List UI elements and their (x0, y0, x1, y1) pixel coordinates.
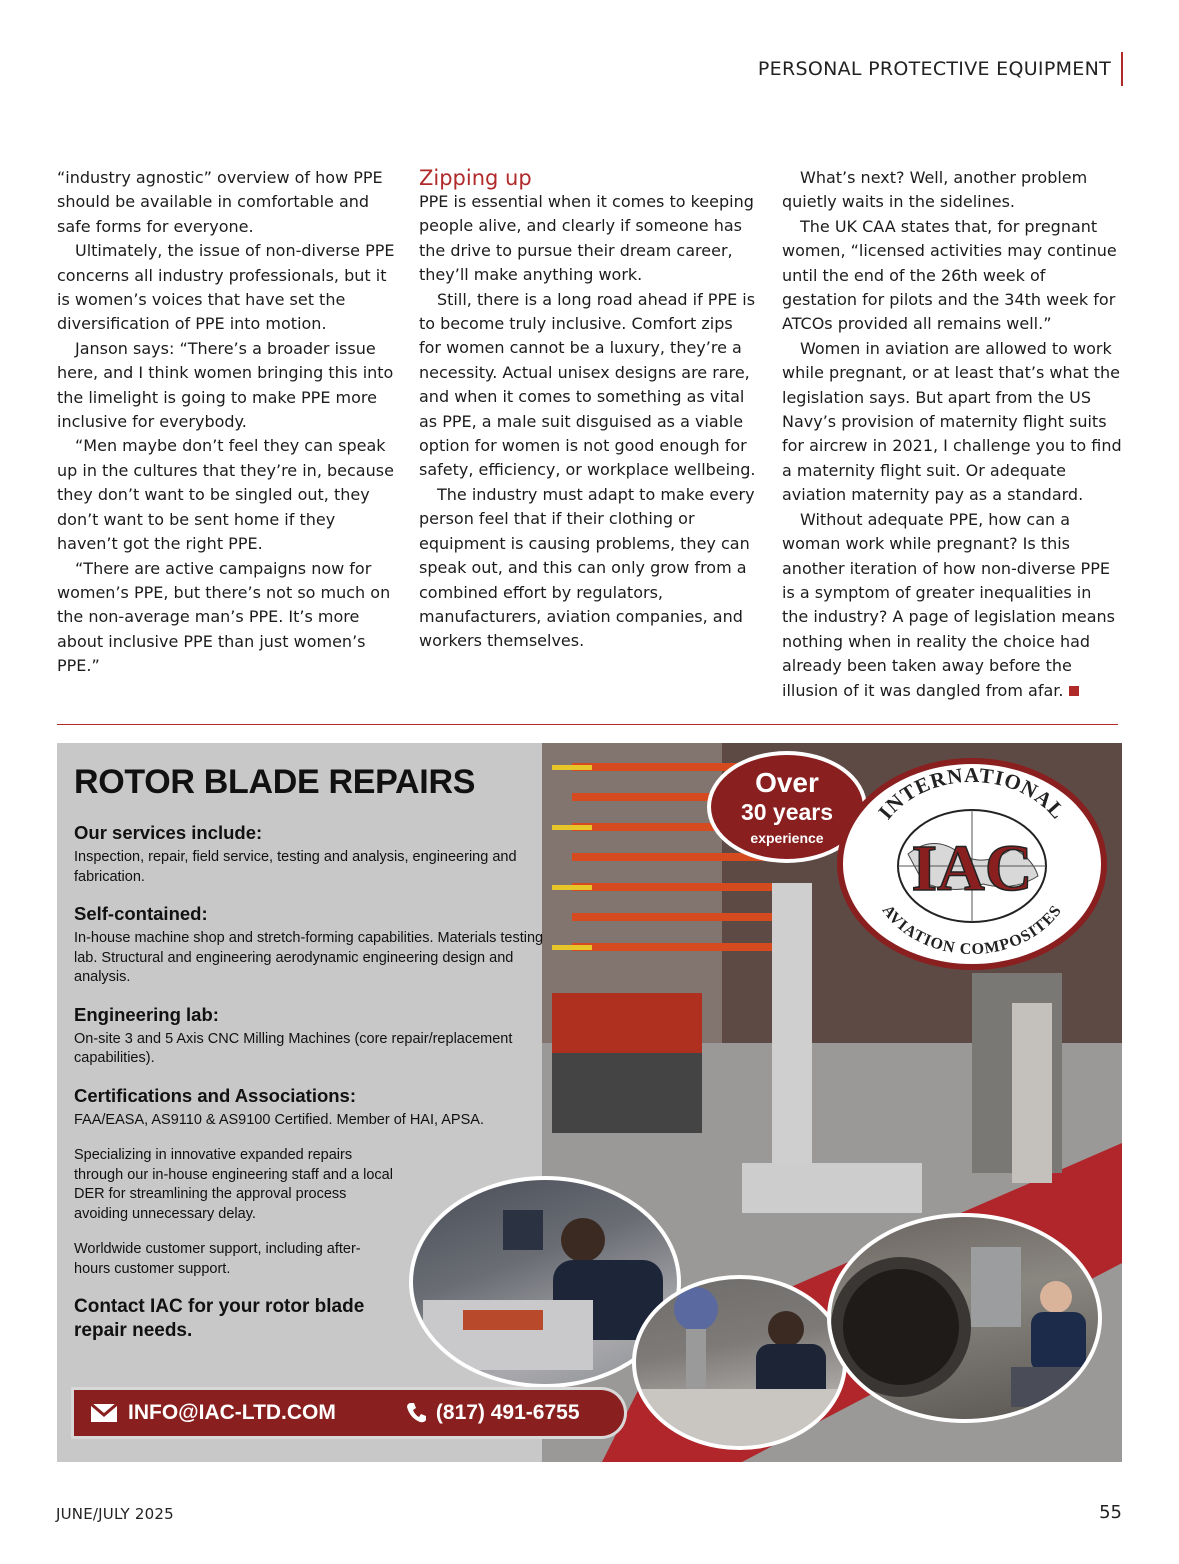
paragraph: “There are active campaigns now for women’s PPE, but there’s not so much on the non-average man’s PPE. It’s more about inclusive PPE than just women’s PPE.” (57, 558, 391, 676)
paragraph: Janson says: “There’s a broader issue here, and I think women bringing this into the limelight is going to make PPE more inclusive for everybody. (57, 338, 394, 432)
ad-heading: Certifications and Associations: (74, 1084, 357, 1106)
subheading: Zipping up (419, 166, 532, 190)
paragraph: The UK CAA states that, for pregnant women, “licensed activities may continue until the end of the 26th week of gestation for pilots and the 34th week for ATCOs provided all remains well.” (782, 216, 1117, 334)
logo-bottom-text: AVIATION COMPOSITES (878, 902, 1066, 959)
paragraph: “industry agnostic” overview of how PPE should be available in comfortable and safe forms for everyone. (57, 168, 383, 236)
ad-text: In-house machine shop and stretch-forming capabilities. Materials testing lab. Structural and engineering aerodynamic engineering design and analysis. (74, 930, 544, 985)
paragraph: PPE is essential when it comes to keeping people alive, and clearly if someone has the drive to pursue their dream career, they’ll make anything work. (419, 192, 754, 285)
paragraph: Ultimately, the issue of non-diverse PPE concerns all industry professionals, but it is women’s voices that have set the diversification of PPE into motion. (57, 241, 395, 334)
technician-photo (632, 1275, 847, 1450)
badge-line-3: experience (750, 830, 824, 846)
logo-top-text: INTERNATIONAL (873, 764, 1071, 824)
phone-link[interactable] (406, 1401, 580, 1425)
ad-heading: Self-contained: (74, 903, 208, 924)
article-column-1 (57, 166, 397, 679)
iac-logo (837, 758, 1107, 970)
section-title: PERSONAL PROTECTIVE EQUIPMENT (757, 58, 1111, 80)
paragraph: The industry must adapt to make every person feel that if their clothing or equipment is causing problems, they can speak out, and this can only grow from a combined effort by regulators, manufacturers, aviation companies, and workers themselves. (419, 484, 755, 651)
article-column-2 (419, 166, 759, 654)
end-mark-icon (1069, 686, 1079, 696)
contact-bar (74, 1390, 624, 1436)
ad-text: Inspection, repair, field service, testing and analysis, engineering and fabrication. (74, 849, 517, 885)
page-number: 55 (1099, 1502, 1122, 1523)
paragraph: “Men maybe don’t feel they can speak up in the cultures that they’re in, because they don’t want to be singled out, they don’t want to be sent home if they haven’t got the right PPE. (57, 436, 394, 554)
ad-contact-line: Contact IAC for your rotor blade repair needs. (74, 1296, 365, 1341)
ad-title: ROTOR BLADE REPAIRS (74, 763, 476, 801)
section-divider (57, 724, 1118, 725)
header-divider (1121, 52, 1123, 86)
ad-text: FAA/EASA, AS9110 & AS9100 Certified. Member of HAI, APSA. (74, 1111, 484, 1128)
ad-heading: Engineering lab: (74, 1003, 219, 1025)
badge-line-2: 30 years (740, 799, 834, 825)
phone-icon (406, 1402, 426, 1424)
autoclave-photo (827, 1213, 1102, 1423)
paragraph-text: Without adequate PPE, how can a woman work while pregnant? Is this another iteration of how non-diverse PPE is a symptom of greater inequalities in the industry? A page of legislation means nothing when in reality the choice had already been taken away before the illusion of it was dangled from afar. (782, 509, 1115, 700)
ad-text: On-site 3 and 5 Axis CNC Milling Machines (core repair/replacement capabilities). (74, 1030, 513, 1066)
email-text: INFO@IAC-LTD.COM (128, 1401, 336, 1424)
paragraph: What’s next? Well, another problem quietly waits in the sidelines. (782, 168, 1088, 212)
envelope-icon (90, 1403, 118, 1423)
ad-text: Worldwide customer support, including after-hours customer support. (74, 1241, 361, 1277)
article-column-3 (782, 166, 1122, 703)
running-header (758, 52, 1123, 86)
ad-text: Specializing in innovative expanded repairs through our in-house engineering staff and a local DER for streamlining the approval process avoiding unnecessary delay. (74, 1147, 393, 1222)
badge-line-1: Over (755, 767, 819, 798)
email-link[interactable] (74, 1401, 336, 1425)
ad-heading: Our services include: (74, 822, 263, 843)
logo-center-text: IAC (911, 832, 1033, 905)
advertisement (57, 743, 1122, 1462)
phone-text: (817) 491-6755 (435, 1401, 580, 1424)
paragraph: Women in aviation are allowed to work while pregnant, or at least that’s what the legislation says. But apart from the US Navy’s provision of maternity flight suits for aircrew in 2021, I challenge you to find a maternity flight suit. Or adequate aviation maternity pay as a standard. (782, 338, 1122, 505)
paragraph (782, 508, 1122, 703)
paragraph: Still, there is a long road ahead if PPE is to become truly inclusive. Comfort zips for women cannot be a luxury, they’re a necessity. Actual unisex designs are rare, and when it comes to something as vital as PPE, a male suit disguised as a viable option for women is not good enough for safety, efficiency, or workplace wellbeing. (419, 289, 756, 480)
issue-date: JUNE/JULY 2025 (56, 1505, 174, 1523)
